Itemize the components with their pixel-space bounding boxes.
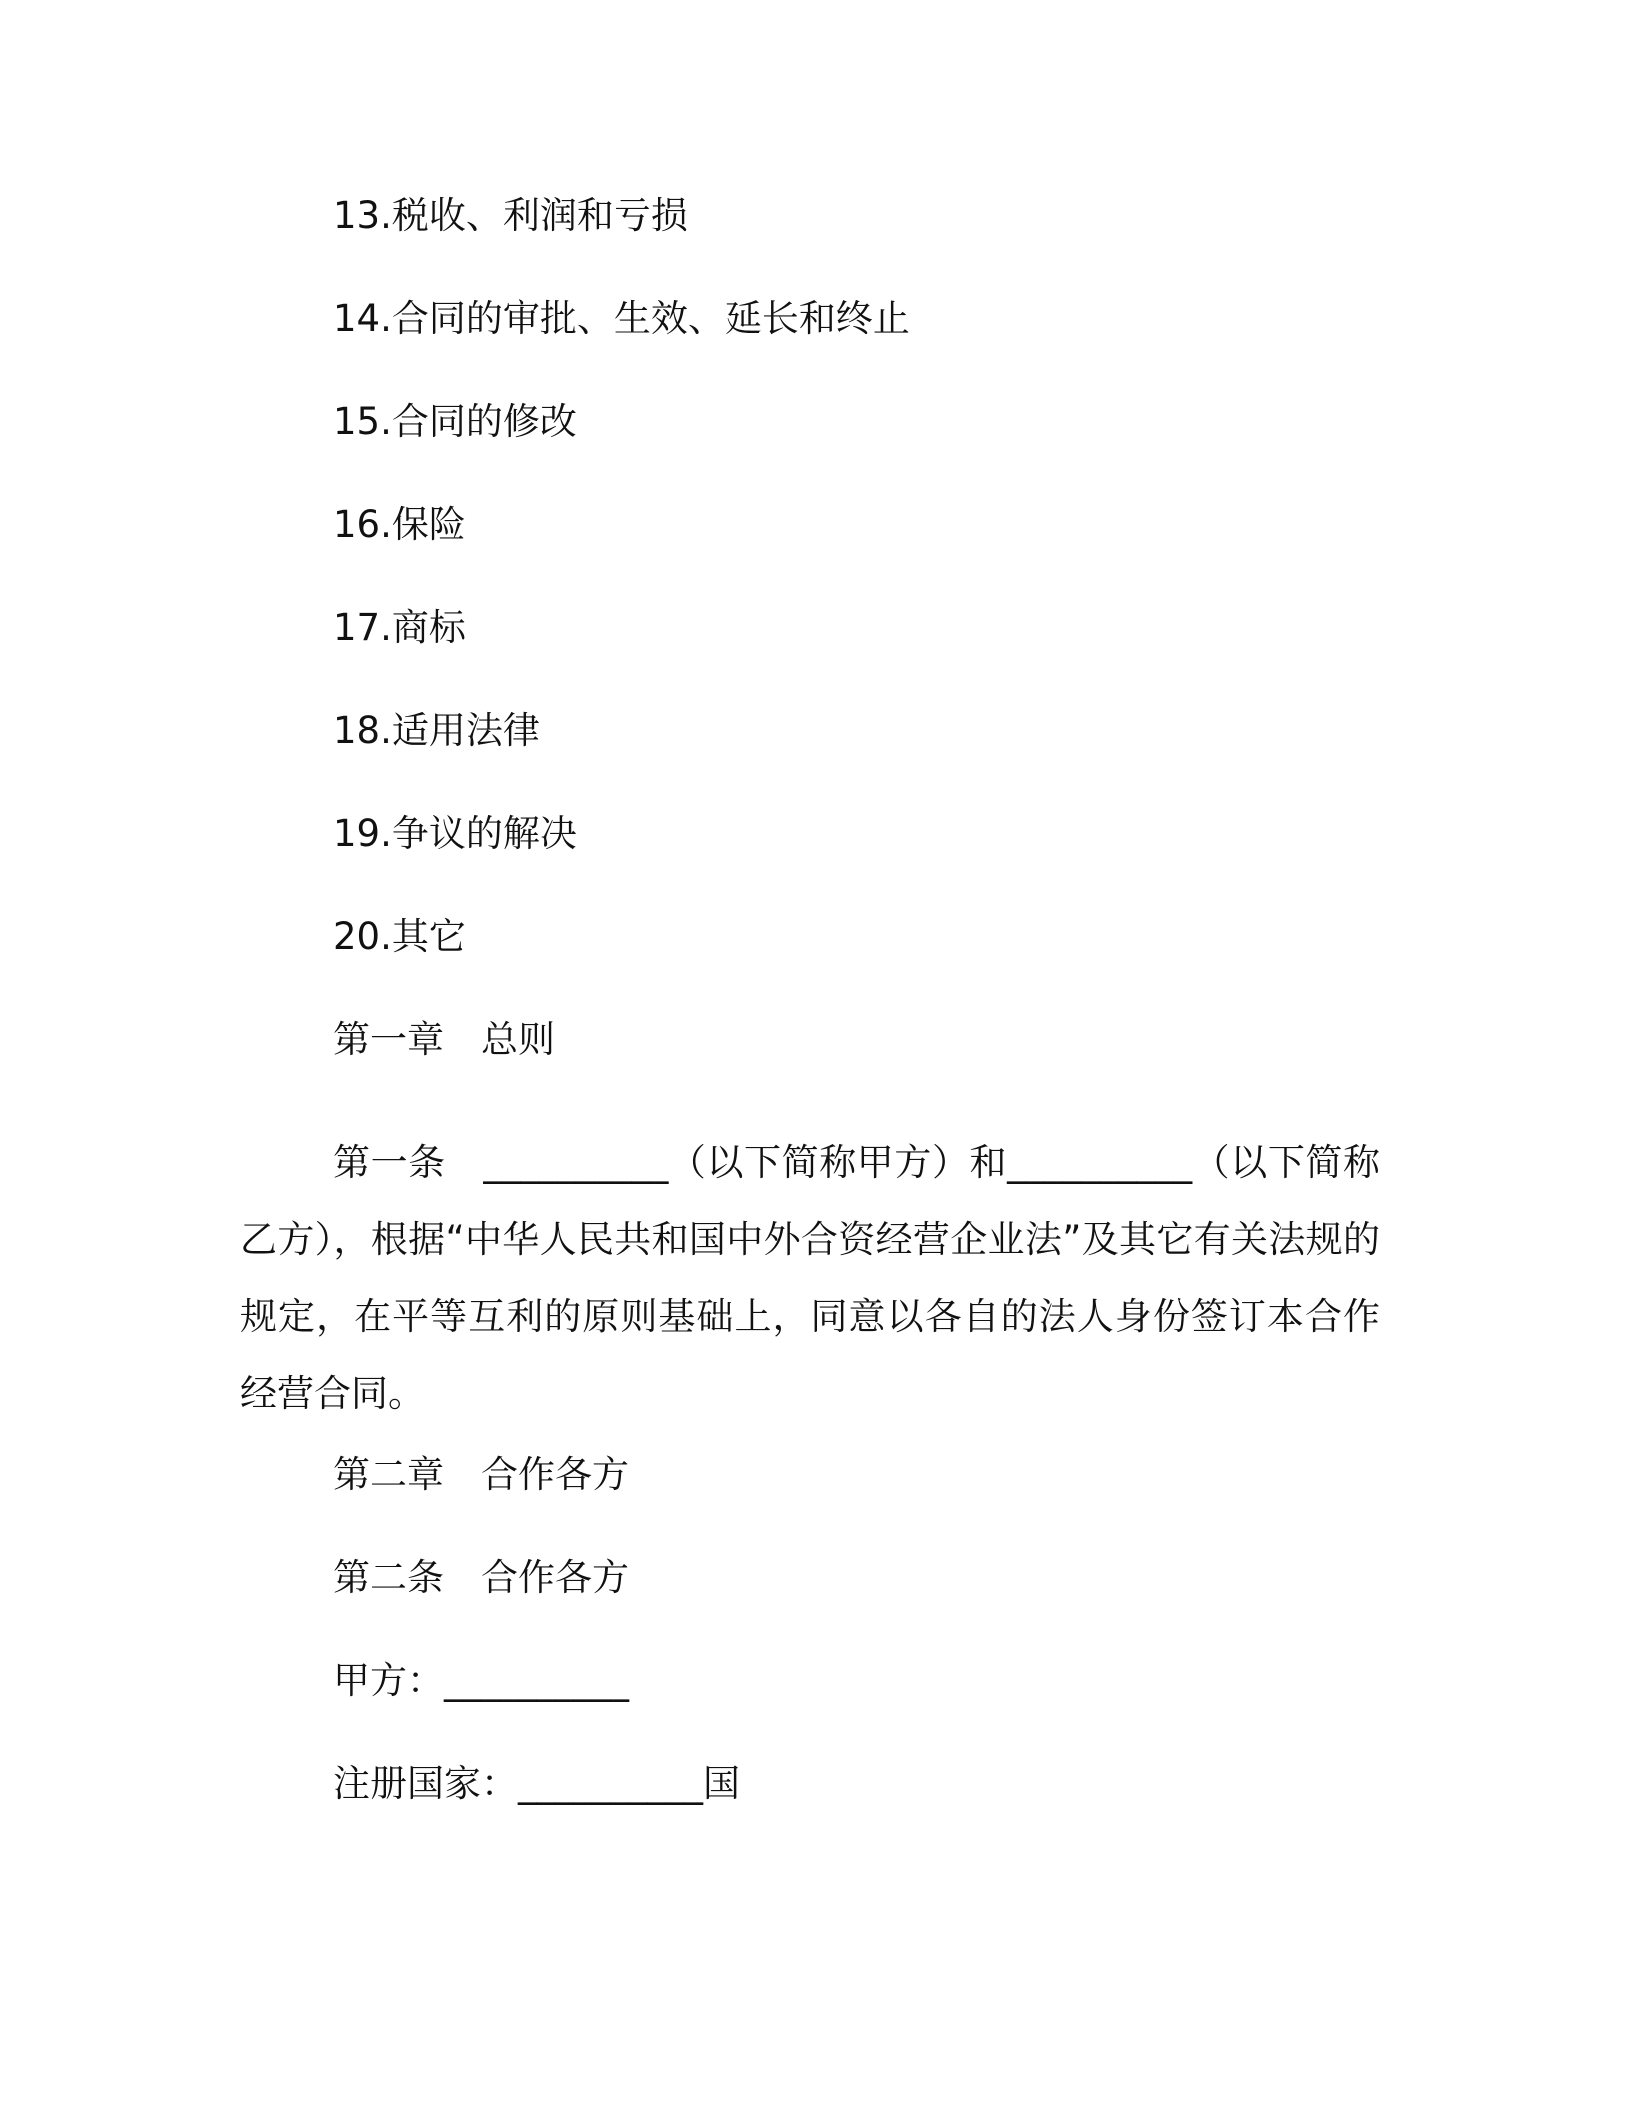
toc-item-18: 18.适用法律	[333, 709, 540, 752]
toc-item-14: 14.合同的审批、生效、延长和终止	[333, 297, 910, 340]
article-1-paragraph: 第一条 __________（以下简称甲方）和__________（以下简称乙方），根据“中华人民共和国中外合资经营企业法”及其它有关法规的规定，在平等互利的原则基础上，同意以各自的法人身份签订本合作经营合同。	[240, 1141, 1380, 1415]
chapter-1-heading: 第一章 总则	[333, 1018, 555, 1061]
registered-country-line: 注册国家：__________国	[333, 1762, 740, 1805]
toc-item-16: 16.保险	[333, 503, 466, 546]
chapter-2-heading: 第二章 合作各方	[333, 1453, 629, 1496]
article-2-heading: 第二条 合作各方	[333, 1556, 629, 1599]
toc-item-15: 15.合同的修改	[333, 400, 577, 443]
toc-item-13: 13.税收、利润和亏损	[333, 194, 688, 237]
toc-item-17: 17.商标	[333, 606, 466, 649]
party-a-line: 甲方：__________	[333, 1659, 629, 1702]
toc-item-20: 20.其它	[333, 915, 466, 958]
toc-item-19: 19.争议的解决	[333, 812, 577, 855]
